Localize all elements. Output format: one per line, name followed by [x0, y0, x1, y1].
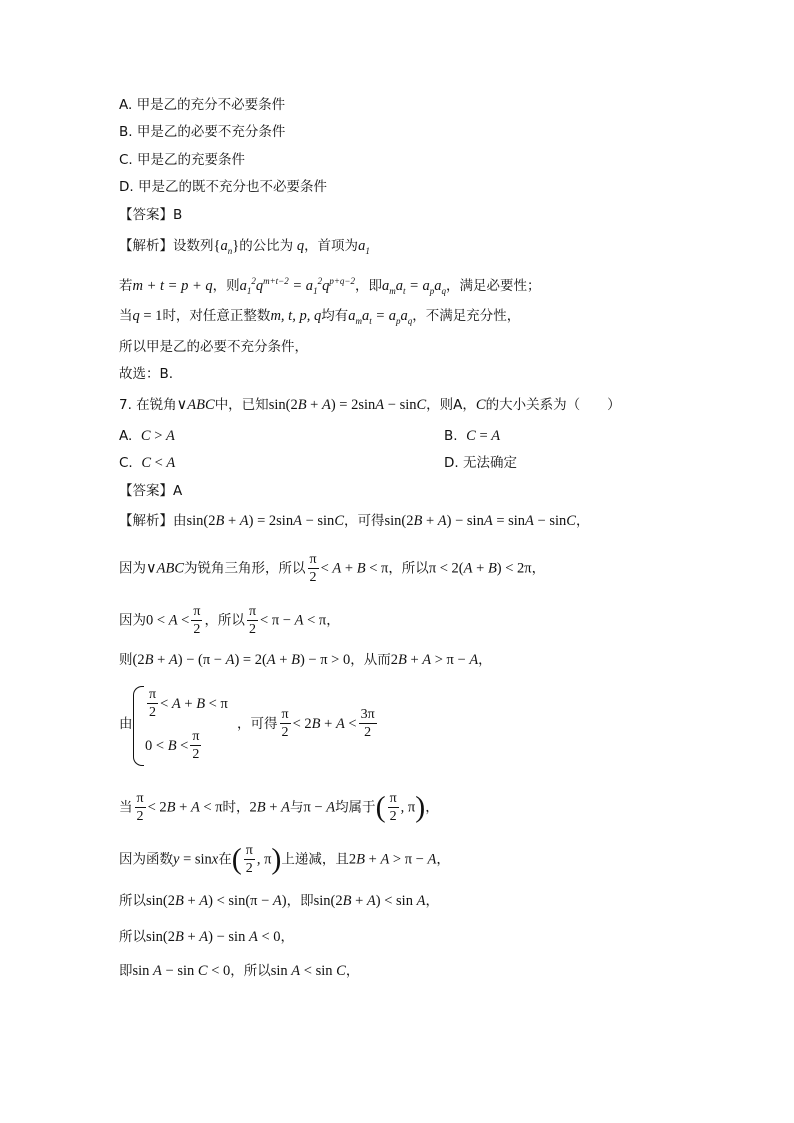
- solution-line-3: 因为0 < A < $\frac{\pi}{2}$ ，所以 $\frac{\pi}{2}$ < π − A < π，: [119, 604, 340, 637]
- solution-line-10: 即sin A − sin C < 0，所以sin A < sin C，: [119, 963, 360, 979]
- analysis-line-4: 所以甲是乙的必要不充分条件，: [119, 339, 308, 355]
- question-7-answer: 【答案】A: [119, 483, 183, 499]
- solution-line-1: 【解析】由sin(2B + A) = 2sinA − sinC，可得sin(2B + A) − sinA = sinA − sinC，: [119, 513, 590, 529]
- question-7-option-d: D. 无法确定: [444, 455, 517, 471]
- solution-line-6: 当 $\frac{\pi}{2}$ < 2B + A < π时，2B + A与π − A均属于( $\frac{\pi}{2}$ , π)，: [119, 790, 439, 824]
- solution-line-4: 则(2B + A) − (π − A) = 2(A + B) − π > 0，从而2B + A > π − A，: [119, 652, 492, 668]
- option-d: D. 甲是乙的既不充分也不必要条件: [119, 179, 327, 195]
- left-brace: [133, 686, 144, 766]
- option-b: B. 甲是乙的必要不充分条件: [119, 124, 286, 140]
- question-7-option-a: A. C > A: [119, 428, 175, 444]
- solution-line-2: 因为∨ABC为锐角三角形，所以 $\frac{\pi}{2}$ < A + B < π，所以π < 2(A + B) < 2π，: [119, 552, 546, 585]
- option-a: A. 甲是乙的充分不必要条件: [119, 97, 286, 113]
- solution-line-8: 所以sin(2B + A) < sin(π − A)，即sin(2B + A) < sin A，: [119, 893, 439, 909]
- analysis-line-2: 若m + t = p + q，则$a_1^2q^{m+t-2} = a_1^2q^{p+q-2}$，即$a_ma_t = a_pa_q$，满足必要性；: [119, 276, 541, 296]
- solution-line-9: 所以sin(2B + A) − sin A < 0，: [119, 929, 295, 945]
- analysis-line-1: 【解析】设数列$\{a_n\}$的公比为 q，首项为$a_1$: [119, 238, 370, 256]
- question-7-option-c: C. C < A: [119, 455, 176, 471]
- analysis-label: 【解析】: [119, 238, 173, 254]
- question-7-stem: 7. 在锐角∨ABC中，已知sin(2B + A) = 2sinA − sinC，则A，C的大小关系为（ ）: [119, 397, 621, 413]
- answer-label: 【答案】B: [119, 207, 183, 223]
- question-7-option-b: B. C = A: [444, 428, 501, 444]
- analysis-line-3: 当q = 1时，对任意正整数m, t, p, q均有$a_ma_t = a_pa_q$，不满足充分性，: [119, 308, 521, 326]
- solution-line-7: 因为函数y = sinx在( $\frac{\pi}{2}$ , π)上递减，且2B + A > π − A，: [119, 842, 450, 876]
- analysis-line-5: 故选：B.: [119, 366, 174, 382]
- option-c: C. 甲是乙的充要条件: [119, 152, 246, 168]
- document-page: A. 甲是乙的充分不必要条件 B. 甲是乙的必要不充分条件 C. 甲是乙的充要条件 D. 甲是乙的既不充分也不必要条件 【答案】B 【解析】设数列$\{a_n\}$的公比为 q，首项为$a_1$ 若m + t = p + q，则$a_1^2q^{m+t-2} = a_1^2q^{p+q-2}$，即$a_ma_t = a_pa_q$，满足必要性； 当q = 1时，对任意正整数m, t, p, q均有$a_ma_t = a_pa_q$，不满足充分性， 所以甲是乙的必要不充分条件， 故选：B. 7. 在锐角∨ABC中，已知sin(2B + A) = 2sinA − sinC，则A，C的大小关系为（ ） A. C > A B. C = A C. C < A D. 无法确定 【答案】A 【解析】由sin(2B + A) = 2sinA − sinC，可得sin(2B + A) − sinA = sinA − sinC， 因为∨ABC为锐角三角形，所以 $\frac{\pi}{2}$ < A + B < π，所以π < 2(A + B) < 2π， 因为0 < A < $\frac{\pi}{2}$ ，所以 $\frac{\pi}{2}$ < π − A < π， 则(2B + A) − (π − A) = 2(A + B) − π > 0，从而2B + A > π − A， 由 $\frac{\pi}{2}$ < A + B < π 0 < B < $\frac{\pi}{2}$ ，可得 $\frac{\pi}{2}$ < 2B + A < $\frac{3\pi}{2}$ 当 $\frac{\pi}{2}$ < 2B + A < π时，2B + A与π − A均属于( $\frac{\pi}{2}$ , π)， 因为函数y = sinx在( $\frac{\pi}{2}$ , π)上递减，且2B + A > π − A， 所以sin(2B + A) < sin(π − A)，即sin(2B + A) < sin A， 所以sin(2B + A) − sin A < 0， 即sin A − sin C < 0，所以sin A < sin C，: [119, 97, 621, 979]
